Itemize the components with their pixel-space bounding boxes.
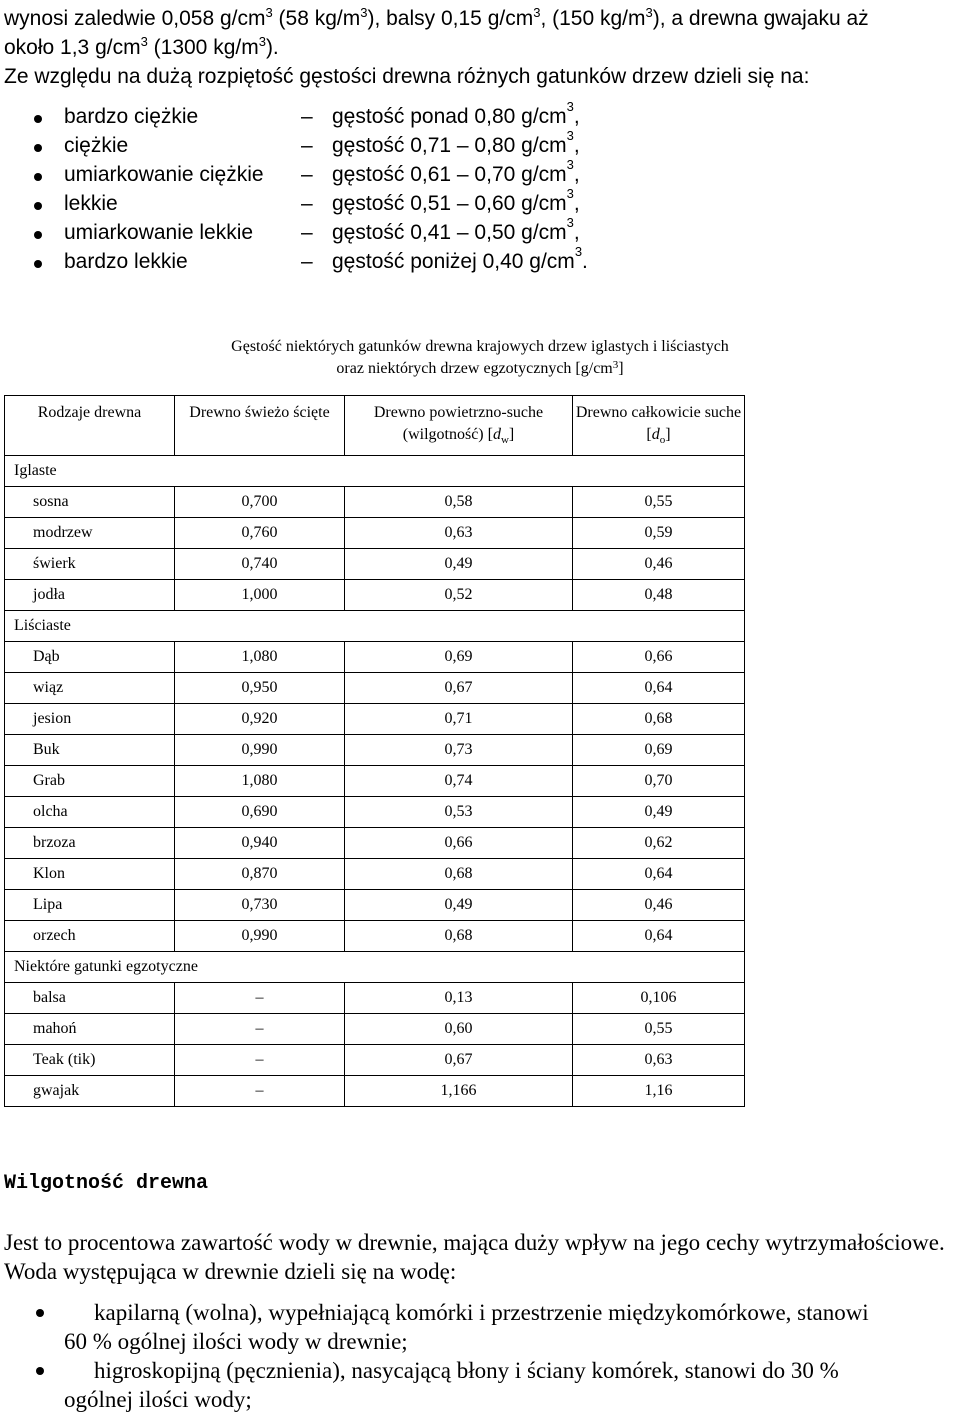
table-row [5,921,745,952]
table-cell: 0,55 [573,1014,745,1045]
item-text: higroskopijną (pęcznienia), nasycającą błony i ściany komórek, stanowi do 30 % [94,1358,839,1383]
table-cell: 0,68 [345,921,573,952]
superscript: 3 [566,128,574,143]
table-section-row [5,456,745,487]
intro-text: (58 kg/m [272,7,361,30]
table-cell: 0,49 [573,797,745,828]
table-cell: 0,63 [345,518,573,549]
table-cell: Grab [5,766,175,797]
table-cell: 0,106 [573,983,745,1014]
section-heading: Wilgotność drewna [4,1172,209,1195]
range-text: gęstość 0,51 – 0,60 g/cm [332,192,567,215]
table-cell: 0,58 [345,487,573,518]
table-cell: świerk [5,549,175,580]
superscript: 3 [566,186,574,201]
table-cell: 0,870 [175,859,345,890]
intro-line-1 [4,7,869,31]
class-range [332,128,580,158]
table-cell: 0,67 [345,673,573,704]
table-caption [150,336,810,380]
superscript: 3 [265,5,273,20]
table-cell: 1,080 [175,766,345,797]
section-title: Liściaste [5,611,745,642]
bullet-icon [34,202,42,210]
superscript: 3 [566,99,574,114]
moisture-paragraph: Jest to procentowa zawartość wody w drewnie, mająca duży wpływ na jego cechy wytrzymałościowe. Woda występująca w drewnie dzieli się na wodę: [4,1230,945,1284]
class-range [332,99,580,129]
table-row [5,549,745,580]
table-cell: Klon [5,859,175,890]
range-text: gęstość 0,61 – 0,70 g/cm [332,163,567,186]
range-text: gęstość poniżej 0,40 g/cm [332,250,575,273]
header-sub: w [500,434,509,447]
table-cell: 0,67 [345,1045,573,1076]
superscript: 3 [140,34,148,49]
table-header-row [5,396,745,456]
table-row [5,859,745,890]
class-range [332,157,580,187]
caption-line-1: Gęstość niektórych gatunków drewna krajowych drzew iglastych i liściastych [231,338,729,355]
table-cell: 0,62 [573,828,745,859]
table-cell: gwajak [5,1076,175,1107]
caption-text: oraz niektórych drzew egzotycznych [g/cm [336,360,613,377]
superscript: 3 [533,5,541,20]
superscript: 3 [258,34,266,49]
intro-text: , (150 kg/m [540,7,646,30]
range-end: , [573,192,580,215]
table-cell: 0,730 [175,890,345,921]
table-row [5,797,745,828]
table-cell: 0,60 [345,1014,573,1045]
table-cell: Teak (tik) [5,1045,175,1076]
range-text: gęstość ponad 0,80 g/cm [332,105,567,128]
header-air-dry [345,396,573,456]
table-row [5,1076,745,1107]
table-cell: – [175,1045,345,1076]
bullet-icon [34,173,42,181]
table-row [5,704,745,735]
class-name: bardzo lekkie [64,250,188,273]
table-cell: 0,950 [175,673,345,704]
header-wood-type: Rodzaje drewna [5,396,175,456]
intro-text: (1300 kg/m [147,36,259,59]
intro-line-3: Ze względu na dużą rozpiętość gęstości drewna różnych gatunków drzew dzieli się na: [4,65,810,88]
table-cell: 0,52 [345,580,573,611]
bullet-icon [34,144,42,152]
table-section-row [5,952,745,983]
table-row [5,642,745,673]
class-name: umiarkowanie ciężkie [64,163,264,186]
class-range [332,244,588,274]
table-cell: brzoza [5,828,175,859]
table-cell: 0,68 [573,704,745,735]
table-cell: – [175,1014,345,1045]
table-cell: 0,48 [573,580,745,611]
table-cell: 0,68 [345,859,573,890]
table-cell: 0,740 [175,549,345,580]
superscript: 3 [574,244,583,259]
table-row [5,487,745,518]
table-cell: 0,46 [573,890,745,921]
table-cell: balsa [5,983,175,1014]
class-range [332,215,580,245]
range-end: . [582,250,588,273]
range-end: , [573,134,580,157]
table-cell: 0,49 [345,549,573,580]
range-text: gęstość 0,41 – 0,50 g/cm [332,221,567,244]
class-name: bardzo ciężkie [64,105,199,128]
table-cell: 0,64 [573,921,745,952]
dash: – [301,163,313,186]
table-cell: – [175,1076,345,1107]
table-cell: modrzew [5,518,175,549]
table-cell: 0,71 [345,704,573,735]
table-row [5,735,745,766]
intro-text: około 1,3 g/cm [4,36,141,59]
table-cell: wiąz [5,673,175,704]
table-cell: 1,080 [175,642,345,673]
table-row [5,518,745,549]
table-row [5,580,745,611]
table-cell: Buk [5,735,175,766]
header-var: d [651,426,660,443]
table-cell: jesion [5,704,175,735]
item-text-cont: 60 % ogólnej ilości wody w drewnie; [64,1329,408,1354]
list-item [4,1298,954,1356]
header-oven-dry [573,396,745,456]
wood-density-table [4,395,745,1107]
table-cell: 1,000 [175,580,345,611]
bullet-icon [34,260,42,268]
table-cell: Dąb [5,642,175,673]
bullet-icon [36,1309,44,1317]
water-types-list [4,1298,954,1414]
table-cell: 1,16 [573,1076,745,1107]
table-cell: 1,166 [345,1076,573,1107]
table-cell: 0,74 [345,766,573,797]
range-end: , [573,163,580,186]
table-row [5,828,745,859]
table-cell: 0,63 [573,1045,745,1076]
dash: – [301,105,313,128]
table-cell: 0,990 [175,735,345,766]
header-text: Drewno całkowicie suche [ [575,404,742,443]
table-row [5,766,745,797]
bullet-icon [34,115,42,123]
table-cell: 0,66 [345,828,573,859]
caption-text: ] [618,360,624,377]
header-text: Drewno powietrzno-suche (wilgotność) [ [373,404,544,443]
class-name: lekkie [64,192,118,215]
list-item [4,1356,954,1414]
superscript: 3 [612,359,619,371]
intro-text: ). [265,36,279,59]
table-cell: 0,69 [573,735,745,766]
table-cell: orzech [5,921,175,952]
class-name: umiarkowanie lekkie [64,221,254,244]
section-title: Niektóre gatunki egzotyczne [5,952,745,983]
bullet-icon [34,231,42,239]
header-fresh-cut: Drewno świeżo ścięte [175,396,345,456]
superscript: 3 [566,215,574,230]
table-cell: 0,53 [345,797,573,828]
table-section-row [5,611,745,642]
table-cell: Lipa [5,890,175,921]
header-sub: o [659,434,666,447]
dash: – [301,134,313,157]
intro-text: wynosi zaledwie 0,058 g/cm [4,7,266,30]
superscript: 3 [566,157,574,172]
caption-line-2 [150,358,810,380]
table-cell: 0,46 [573,549,745,580]
dash: – [301,221,313,244]
header-text: ] [665,426,671,443]
section-title: Iglaste [5,456,745,487]
bullet-icon [36,1367,44,1375]
superscript: 3 [645,5,653,20]
table-cell: 0,990 [175,921,345,952]
superscript: 3 [360,5,368,20]
table-cell: olcha [5,797,175,828]
table-row [5,1045,745,1076]
table-cell: 0,64 [573,859,745,890]
table-cell: 0,13 [345,983,573,1014]
table-cell: 0,66 [573,642,745,673]
header-var: d [492,426,501,443]
dash: – [301,192,313,215]
table-cell: 0,59 [573,518,745,549]
table-cell: – [175,983,345,1014]
intro-text: ), balsy 0,15 g/cm [367,7,534,30]
class-name: ciężkie [64,134,129,157]
range-end: , [573,221,580,244]
table-cell: 0,760 [175,518,345,549]
table-row [5,1014,745,1045]
table-cell: sosna [5,487,175,518]
table-cell: 0,69 [345,642,573,673]
table-cell: 0,64 [573,673,745,704]
table-row [5,673,745,704]
class-range [332,186,580,216]
table-cell: 0,49 [345,890,573,921]
table-cell: 0,700 [175,487,345,518]
item-text: kapilarną (wolna), wypełniającą komórki i przestrzenie międzykomórkowe, stanowi [94,1300,869,1325]
table-row [5,890,745,921]
table-cell: mahoń [5,1014,175,1045]
header-text: ] [508,426,515,443]
table-cell: jodła [5,580,175,611]
item-text-cont: ogólnej ilości wody; [64,1387,252,1412]
table-cell: 0,70 [573,766,745,797]
intro-text: ), a drewna gwajaku aż [652,7,869,30]
range-text: gęstość 0,71 – 0,80 g/cm [332,134,567,157]
range-end: , [573,105,580,128]
table-row [5,983,745,1014]
table-cell: 0,920 [175,704,345,735]
table-cell: 0,690 [175,797,345,828]
table-cell: 0,940 [175,828,345,859]
dash: – [301,250,313,273]
intro-line-2 [4,36,279,60]
table-cell: 0,55 [573,487,745,518]
table-cell: 0,73 [345,735,573,766]
